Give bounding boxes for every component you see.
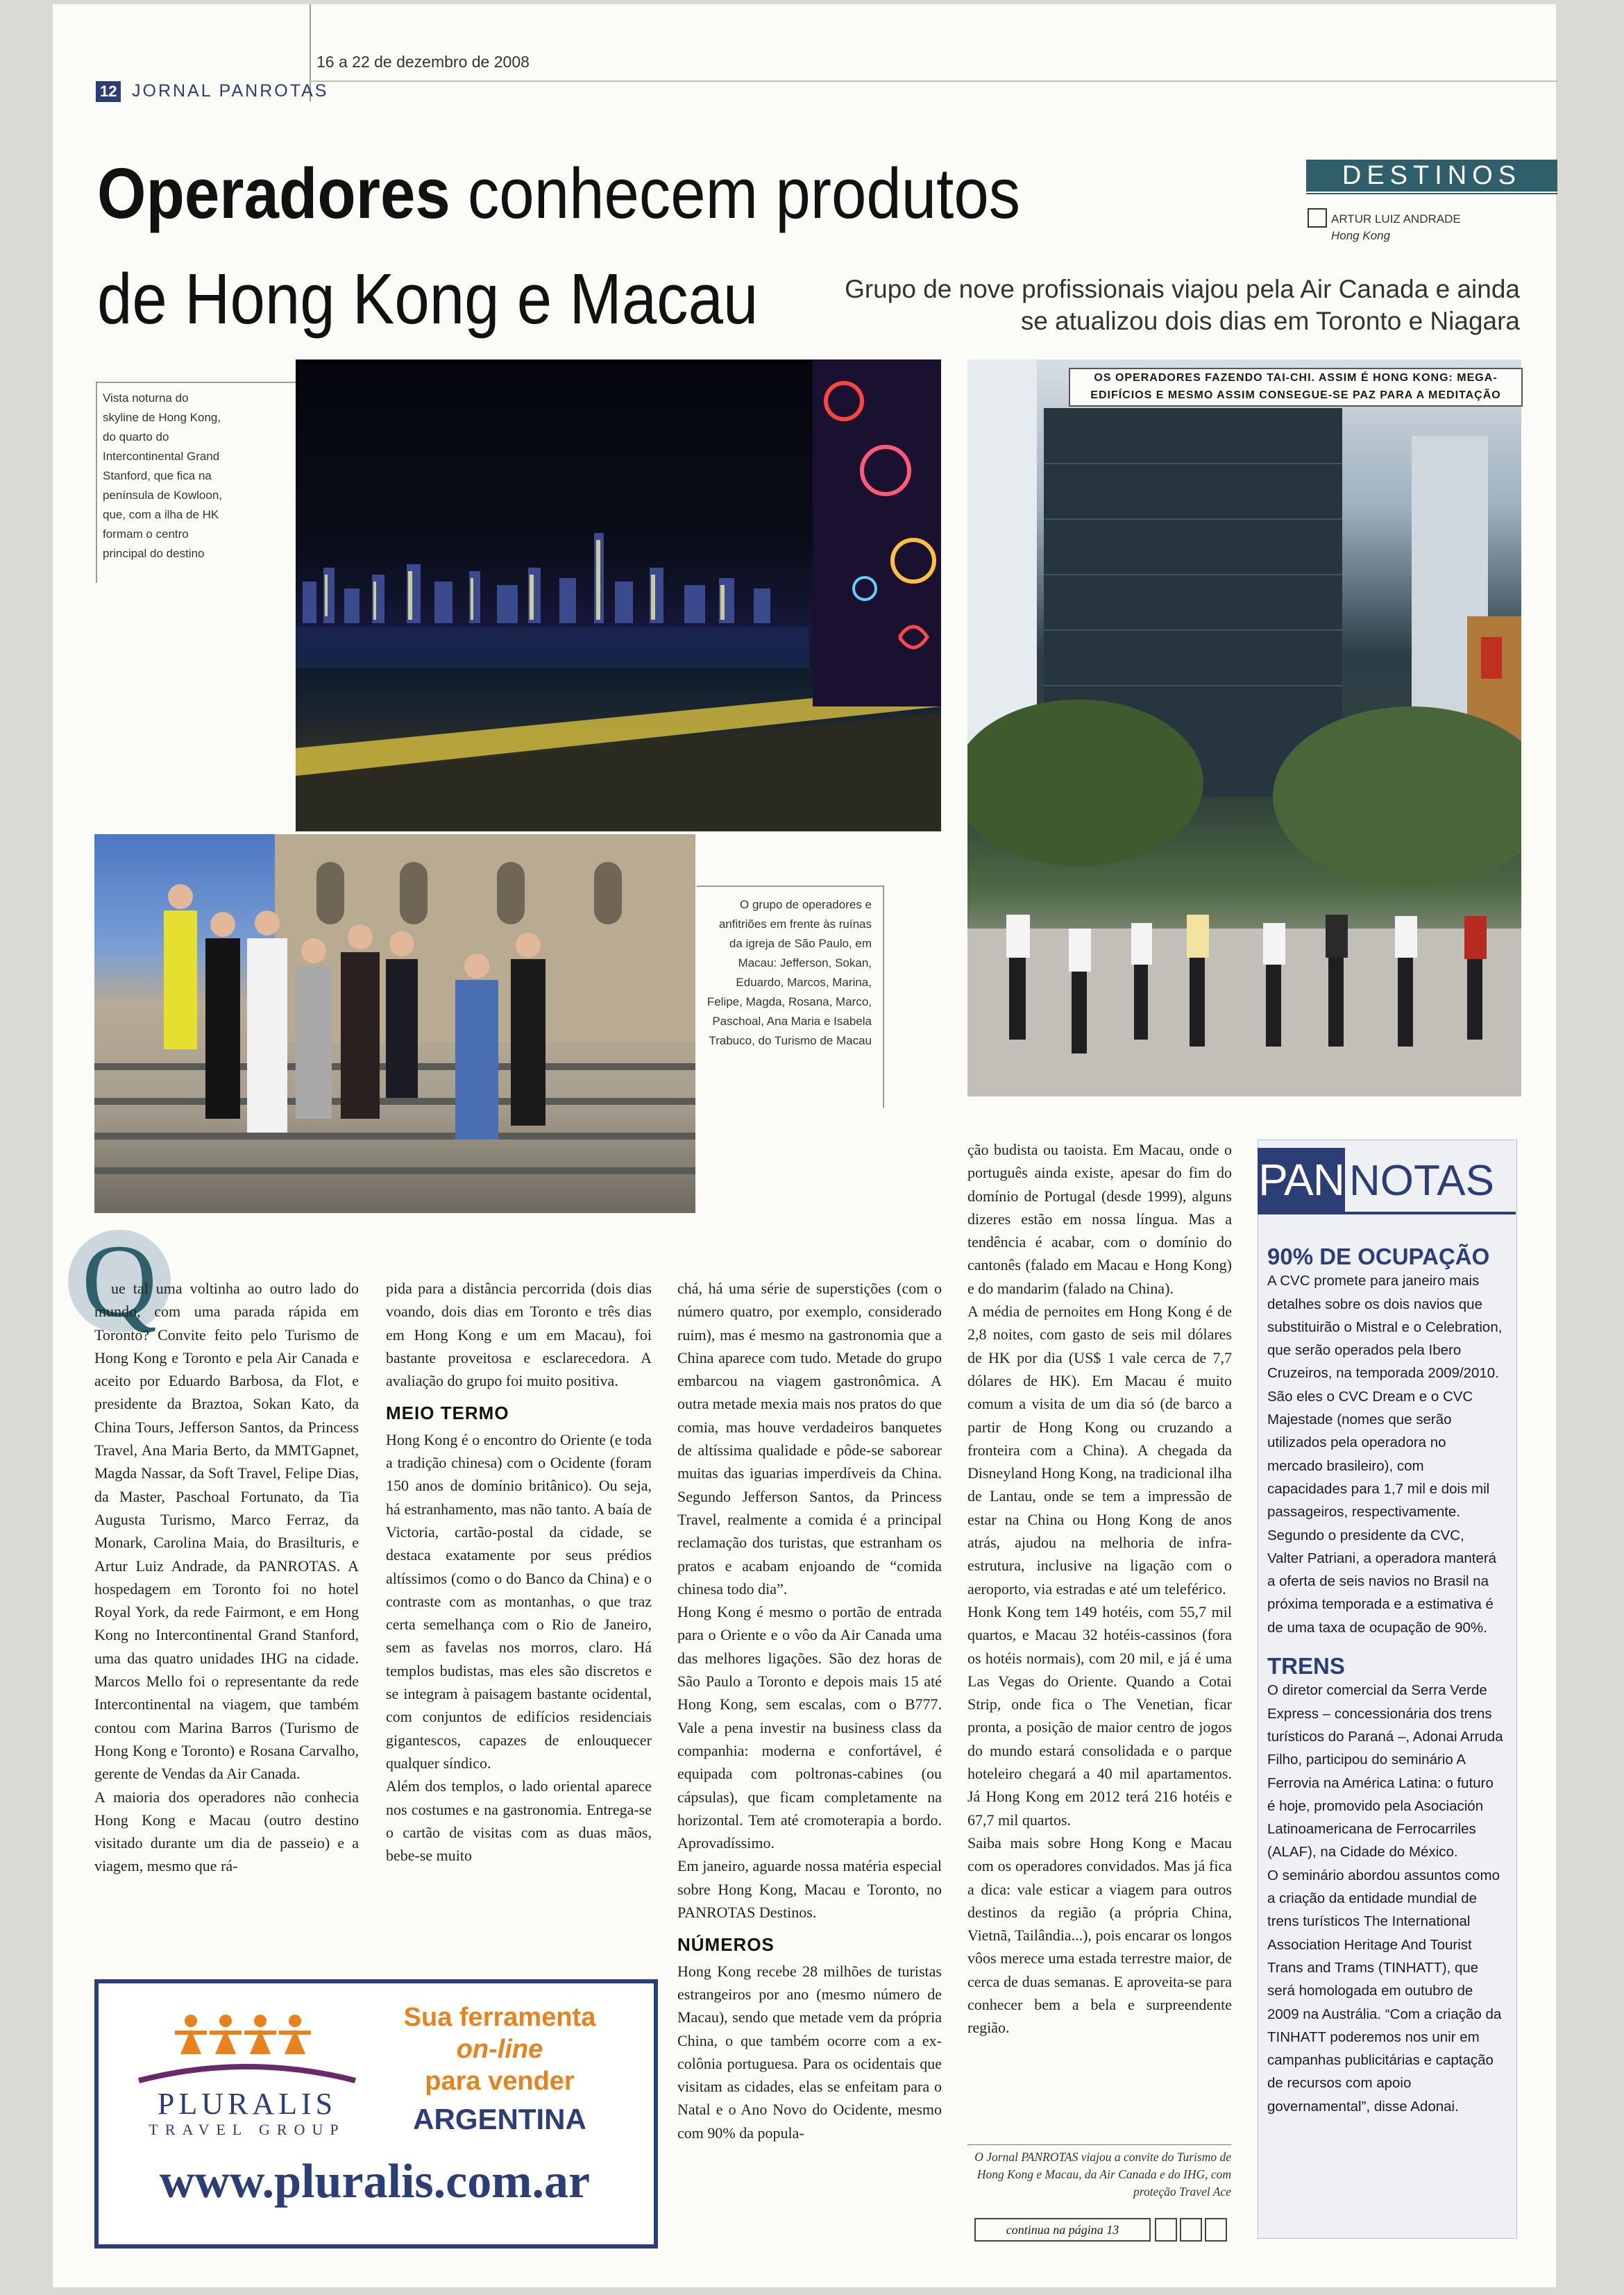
subhead-numeros: NÚMEROS xyxy=(677,1934,775,1956)
note-paragraph: O seminário abordou assuntos como a criação da entidade mundial de trens turísticos The International Association Heritage And Tourist Trans and Trams (TINHATT), que será homologada em outubro de 2009 na Austrália. “Com a criação da TINHATT poderemos nos unir em campanhas publicitárias e captação de recursos com apoio governamental”, disse Adonai. xyxy=(1267,1867,1502,2115)
caption-rule-vertical xyxy=(883,886,884,1108)
caption-rule-vertical xyxy=(96,382,97,583)
article-column-4 xyxy=(967,1138,1232,2040)
subheadline: Grupo de nove profissionais viajou pela Air Canada e ainda se atualizou dois dias em Toronto e Niagara xyxy=(845,275,1520,335)
drop-cap: Q xyxy=(68,1230,171,1332)
caption-rule xyxy=(96,382,296,383)
ad-url-link[interactable]: www.pluralis.com.ar xyxy=(159,2155,591,2208)
ad-tagline-line: para vender xyxy=(425,2067,575,2096)
body-paragraph: A média de pernoites em Hong Kong é de 2,8 noites, com gasto de seis mil dólares de HK por dia (US$ 1 vale cerca de 7,7 dólares de HK). Em Macau é muito comum a visita de um dia só (de barco a partir de Hong Kong ou cruzando a fronteira com a China). A chegada da Disneyland Hong Kong, na tradicional ilha de Lantau, onde se tem a impressão de estar na China ou Hong Kong de anos atrás, ajudou na melhoria de infra-estrutura, inclusive na ligação com o aeroporto, via estradas e até um teleférico. xyxy=(967,1303,1232,1598)
section-label: DESTINOS xyxy=(1306,160,1557,192)
author-marker xyxy=(1308,208,1327,228)
body-paragraph: Saiba mais sobre Hong Kong e Macau com os operadores convidados. Mas já fica a dica: vale esticar a viagem para outros destinos da região (a própria China, Vietnã, Tailândia...), pois encarar os longos vôos merece uma estada terrestre maior, de cerca de duas semanas. E aproveita-se para conhecer bem a bela e surpreendente região. xyxy=(967,1834,1232,2037)
photo-operators-group-macau xyxy=(94,834,695,1213)
body-paragraph: A maioria dos operadores não conhecia Hong Kong e Macau (outro destino visitado durante um dia de passeio) e a viagem, mesmo que rá- xyxy=(94,1788,359,1875)
continued-on-page-link[interactable]: continua na página 13 xyxy=(974,2218,1151,2242)
body-paragraph: Em janeiro, aguarde nossa matéria especial sobre Hong Kong, Macau e Toronto, no PANROTAS Destinos. xyxy=(677,1857,942,1922)
ad-brand-subtitle: TRAVEL GROUP xyxy=(149,2121,346,2138)
author-name: ARTUR LUIZ ANDRADE xyxy=(1331,212,1461,226)
photo-tai-chi-hong-kong xyxy=(967,359,1521,1096)
headline-line1 xyxy=(97,153,1020,235)
body-paragraph: ue tal uma voltinha ao outro lado do mundo, com uma parada rápida em Toronto? Convite feito pelo Turismo de Hong Kong e Toronto e pela Air Canada e aceito por Eduardo Barbosa, da Flot, e presidente da Braztoa, Sokan Kato, da China Tours, Jefferson Santos, da Princess Travel, Ana Maria Berto, da MMTGapnet, Magda Nassar, da Soft Travel, Felipe Dias, da Master, Paschoal Fortunato, da Tia Augusta Turismo, Marco Ferraz, da Monark, Carolina Maia, do Brasilturis, e Artur Luiz Andrade, da PANROTAS. A hospedagem em Toronto foi no hotel Royal York, da rede Fairmont, e em Hong Kong no Intercontinental Grand Stanford, uma das quatro unidades IHG na cidade. Marcos Mello foi o representante da rede Intercontinental na viagem, que também contou com Marina Barros (Turismo de Hong Kong e Toronto) e Rosana Carvalho, gerente de Vendas da Air Canada. xyxy=(94,1280,359,1783)
ad-tagline xyxy=(368,2001,632,2097)
taichi-illustration xyxy=(967,359,1521,1096)
body-paragraph: pida para a distância percorrida (dois dias voando, dois dias em Toronto e três dias em Hong Kong e um em Macau), foi bastante proveitosa e esclarecedora. A avaliação do grupo foi muito positiva. xyxy=(386,1280,652,1390)
ad-tagline-line: on-line xyxy=(456,2035,543,2064)
body-paragraph: Hong Kong é o encontro do Oriente (e toda a tradição chinesa) com o Ocidente (foram 150 anos de domínio britânico). Ou seja, há estranhamento, mas não tanto. A baía de Victoria, cartão-postal da cidade, se destaca exatamente por seus prédios altíssimos (como o do Banco da China) e o contraste com as montanhas, o que traz certa semelhança com o Rio de Janeiro, sem as favelas nos morros, claro. Há templos budistas, mas eles são discretos e se integram à paisagem bastante ocidental, com conjuntos de edifícios residenciais gigantescos, capazes de enlouquecer qualquer síndico. xyxy=(386,1430,652,1772)
caption-tai-chi: OS OPERADORES FAZENDO TAI-CHI. ASSIM É HONG KONG: MEGA-EDIFÍCIOS E MESMO ASSIM CONSEGUE-SE PAZ PARA A MEDITAÇÃO xyxy=(1069,368,1523,407)
headline-rest: conhecem produtos xyxy=(450,153,1021,233)
body-paragraph: Hong Kong é mesmo o portão de entrada para o Oriente e o vôo da Air Canada uma das melhores ligações. São dez horas de São Paulo a Toronto e depois mais 15 até Hong Kong, sem escalas, com o B777. Vale a pena investir na business class da companhia: moderna e confortável, é equipada com poltronas-cabines (ou cápsulas), que ficam completamente na horizontal. Tem até cromoterapia a bordo. Aprovadíssimo. xyxy=(677,1603,942,1852)
pan-notas-logo-word: NOTAS xyxy=(1349,1157,1494,1205)
article-column-1 xyxy=(94,1277,359,1878)
ad-brand-name: PLURALIS xyxy=(157,2087,337,2121)
section-rule xyxy=(1306,193,1557,194)
note-heading-ocupacao: 90% DE OCUPAÇÃO xyxy=(1267,1244,1490,1269)
subhead-meio-termo: MEIO TERMO xyxy=(386,1403,509,1424)
note-paragraph: A CVC promete para janeiro mais detalhes sobre os dois navios que substituirão o Mistral e o Celebration, que serão operados pela Ibero Cruzeiros, na temporada 2009/2010. São eles o CVC Dream e o CVC Majestade (nomes que serão utilizados pela operadora no mercado brasileiro), com capacidades para 1,7 mil e dois mil passageiros, respectivamente. Segundo o presidente da CVC, Valter Patriani, a operadora manterá a oferta de seis navios no Brasil na próxima temporada e a estimativa é de uma taxa de ocupação de 90%. xyxy=(1267,1273,1503,1636)
travel-credit: O Jornal PANROTAS viajou a convite do Turismo de Hong Kong e Macau, da Air Canada e do IHG, com proteção Travel Ace xyxy=(974,2150,1231,2199)
pan-notas-content xyxy=(1267,1238,1503,2118)
headline-line2: de Hong Kong e Macau xyxy=(97,259,759,339)
group-illustration xyxy=(94,834,695,1213)
publication-name: JORNAL PANROTAS xyxy=(132,81,329,101)
body-paragraph: Além dos templos, o lado oriental aparece nos costumes e na gastronomia. Entrega-se o cartão de visitas com as duas mãos, bebe-se muito xyxy=(386,1777,652,1865)
ad-country: ARGENTINA xyxy=(413,2103,586,2135)
article-column-2 xyxy=(386,1277,652,1867)
body-paragraph: chá, há uma série de superstições (com o número quatro, por exemplo, considerado ruim), mas é mesmo na gastronomia que a China aparece com tudo. Metade do grupo embarcou na viagem gastronômica. A outra metade mexia mais nos pratos do que comia, mas houve verdadeiros banquetes de altíssima qualidade e pôde-se saborear muitas das iguarias imperdíveis da China. Segundo Jefferson Santos, da Princess Travel, realmente a comida é a principal reclamação dos turistas, que estranham os pratos e acabam enjoando de “comida chinesa todo dia”. xyxy=(677,1280,942,1598)
pan-notas-logo-pan: PAN xyxy=(1258,1148,1345,1212)
article-column-3 xyxy=(677,1277,942,2144)
caption-night-skyline: Vista noturna do skyline de Hong Kong, do quarto do Intercontinental Grand Stanford, que fica na península de Kowloon, que, com a ilha de HK formam o centro principal do destino xyxy=(103,391,223,560)
pan-notas-rule xyxy=(1258,1212,1516,1214)
headline-bold: Operadores xyxy=(97,153,450,233)
pluralis-logo-icon xyxy=(174,2013,312,2054)
credit-rule xyxy=(967,2144,1231,2145)
caption-rule xyxy=(697,886,884,887)
issue-date: 16 a 22 de dezembro de 2008 xyxy=(316,53,530,71)
checkbox-square xyxy=(1180,2218,1202,2242)
body-paragraph: Hong Kong recebe 28 milhões de turistas estrangeiros por ano (mesmo número de Macau), sendo que metade vem da própria China, o que também ocorre com a ex-colônia portuguesa. Para os ocidentais que visitam as cidades, elas se enfeitam para o Natal e o Ano Novo do Ocidente, mesmo com 90% da popula- xyxy=(677,1962,942,2142)
checkbox-square xyxy=(1155,2218,1177,2242)
body-paragraph: ção budista ou taoista. Em Macau, onde o português ainda existe, apesar do fim do domínio de Portugal (desde 1999), alguns dizeres estão em nossa língua. Mas a tendência é acabar, com o domínio do cantonês (falado em Macau e Hong Kong) e do mandarim (falado na China). xyxy=(967,1141,1232,1297)
photo-hong-kong-night-skyline xyxy=(296,359,941,831)
ad-tagline-line: Sua ferramenta xyxy=(403,2003,596,2032)
pluralis-swoosh-icon xyxy=(136,2058,358,2083)
caption-group-photo: O grupo de operadores e anfitriões em frente às ruínas da igreja de São Paulo, em Macau: Jefferson, Sokan, Eduardo, Marcos, Marina, Felipe, Magda, Rosana, Marco, Paschoal, Ana Maria e Isabela Trabuco, do Turismo de Macau xyxy=(707,898,872,1047)
body-paragraph: Honk Kong tem 149 hotéis, com 55,7 mil quartos, e Macau 32 hotéis-cassinos (fora os hotéis normais), com 20 mil, e já é uma Las Vegas do Oriente. Quando a Cotai Strip, onde fica o The Venetian, ficar pronta, a posição de maior centro de jogos do mundo estará consolidada e o parque hoteleiro chegará a 40 mil apartamentos. Já Hong Kong em 2012 terá 216 hotéis e 67,7 mil quartos. xyxy=(967,1602,1232,1829)
skyline-illustration xyxy=(296,359,941,831)
page-number: 12 xyxy=(96,81,121,102)
note-paragraph: O diretor comercial da Serra Verde Express – concessionária dos trens turísticos do Paraná –, Adonai Arruda Filho, participou do seminário A Ferrovia na América Latina: o futuro é hoje, promovido pela Asociación Latinoamericana de Ferrocarriles (ALAF), na Cidade do México. xyxy=(1267,1682,1503,1861)
author-location: Hong Kong xyxy=(1331,229,1391,242)
header-rule xyxy=(310,81,1557,82)
note-heading-trens: TRENS xyxy=(1267,1653,1345,1679)
checkbox-square xyxy=(1205,2218,1227,2242)
